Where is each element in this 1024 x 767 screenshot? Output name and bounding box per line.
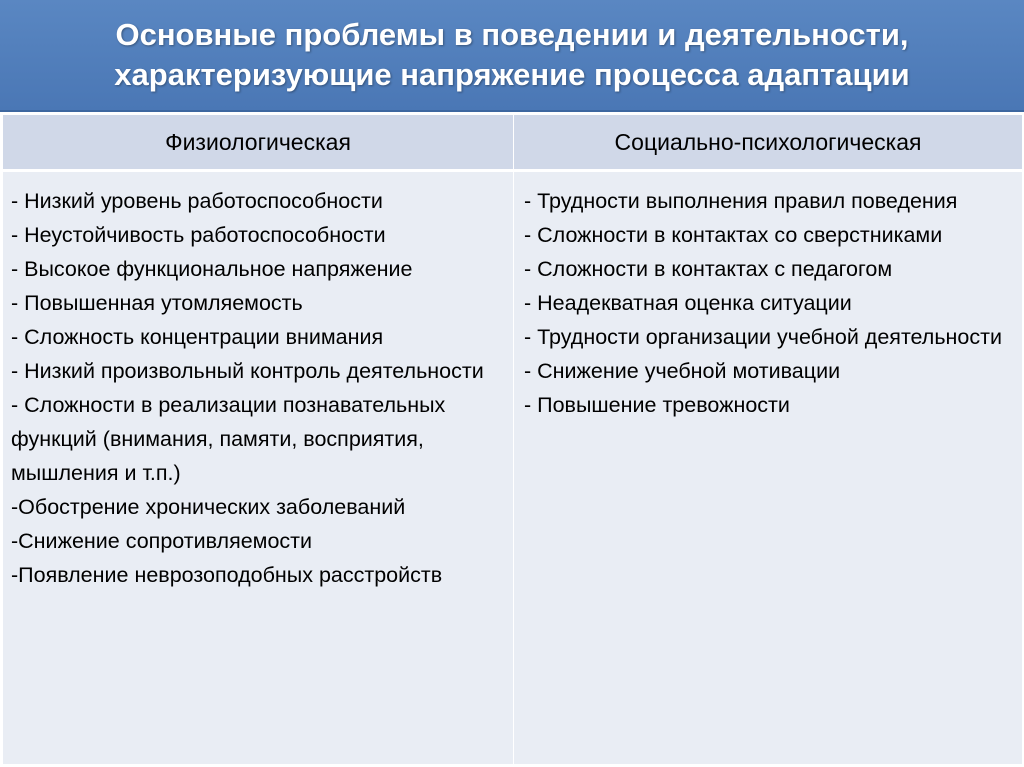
list-item: - Сложности в контактах с педагогом [524, 257, 893, 281]
list-item: -Снижение сопротивляемости [11, 529, 313, 553]
physiological-cell [3, 171, 514, 765]
list-item: -Появление неврозоподобных расстройств [11, 563, 443, 587]
list-item: -Обострение хронических заболеваний [11, 495, 406, 519]
list-item: - Неадекватная оценка ситуации [524, 291, 852, 315]
social-cell [514, 171, 1023, 765]
title-line-2: характеризующие напряжение процесса адаптации [114, 57, 910, 92]
header-physiological: Физиологическая [3, 115, 514, 171]
problems-table [2, 114, 1023, 765]
list-item: - Сложности в реализации познавательных функций (внимания, памяти, восприятия, мышления и т.п.) [11, 393, 446, 485]
list-item: - Высокое функциональное напряжение [11, 257, 413, 281]
list-item: - Сложности в контактах со сверстниками [524, 223, 943, 247]
list-item: - Повышенная утомляемость [11, 291, 303, 315]
list-item: - Сложность концентрации внимания [11, 325, 384, 349]
list-item: - Трудности выполнения правил поведения [524, 189, 958, 213]
list-item: - Низкий произвольный контроль деятельности [11, 359, 484, 383]
header-social: Социально-психологическая [514, 115, 1023, 171]
table-body-row [3, 171, 1023, 765]
table-header-row [3, 115, 1023, 171]
list-item: - Трудности организации учебной деятельности [524, 325, 1002, 349]
list-item: - Неустойчивость работоспособности [11, 223, 386, 247]
title-line-1: Основные проблемы в поведении и деятельности, [115, 17, 909, 52]
list-item: - Снижение учебной мотивации [524, 359, 841, 383]
list-item: - Низкий уровень работоспособности [11, 189, 383, 213]
title-bar [0, 0, 1024, 112]
list-item: - Повышение тревожности [524, 393, 790, 417]
